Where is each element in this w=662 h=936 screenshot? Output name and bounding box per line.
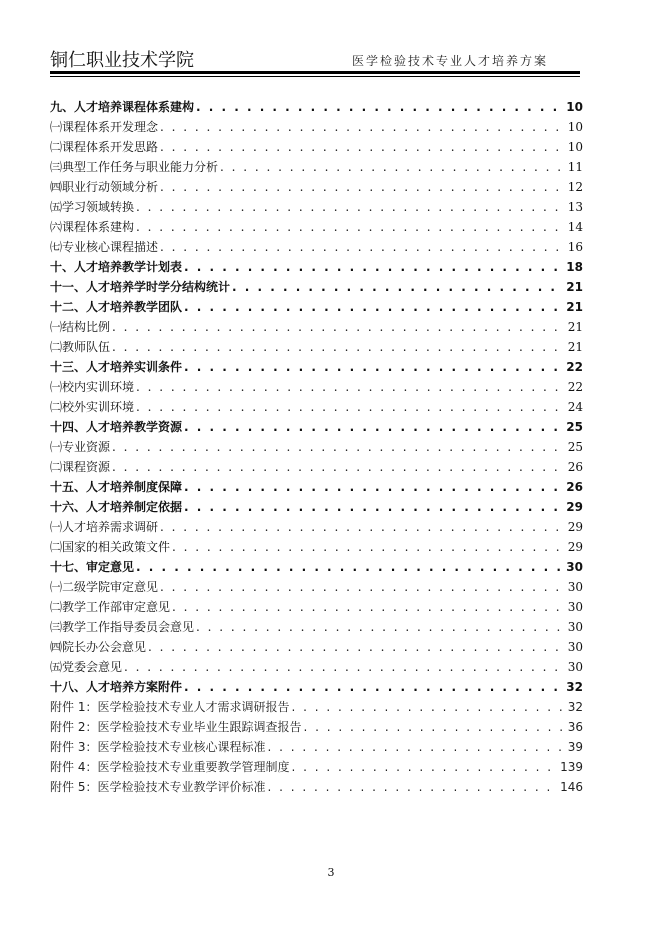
toc-entry-title: ㈥课程体系建构 (50, 220, 135, 234)
document-title: 医学检验技术专业人才培养方案 (351, 54, 548, 68)
toc-entry-page: 26 (566, 480, 583, 494)
toc-entry-title: ㈠课程体系开发理念 (50, 120, 159, 134)
toc-entry-title: 九、人才培养课程体系建构 (50, 100, 195, 114)
toc-entry-page: 30 (567, 640, 583, 654)
dot-leader (220, 157, 566, 177)
toc-entry-page: 146 (560, 780, 583, 794)
toc-entry-title: ㈣职业行动领域分析 (50, 180, 159, 194)
dot-leader (160, 517, 566, 537)
dot-leader (124, 657, 566, 677)
header-rule-thin (50, 76, 580, 77)
toc-entry-title: 十四、人才培养教学资源 (50, 420, 183, 434)
dot-leader (148, 637, 566, 657)
toc-entry[interactable] (50, 437, 583, 457)
toc-entry[interactable] (50, 537, 583, 557)
toc-entry-title: ㈡课程资源 (50, 460, 111, 474)
toc-entry[interactable] (50, 397, 583, 417)
dot-leader (303, 717, 565, 737)
toc-entry-title: 十五、人才培养制度保障 (50, 480, 183, 494)
toc-entry-title: ㈣院长办公会意见 (50, 640, 147, 654)
toc-entry[interactable] (50, 617, 583, 637)
toc-entry-page: 16 (567, 240, 583, 254)
toc-entry[interactable] (50, 137, 583, 157)
toc-entry[interactable] (50, 217, 583, 237)
toc-entry-page: 24 (567, 400, 583, 414)
toc-entry-page: 21 (566, 300, 583, 314)
toc-entry[interactable] (50, 777, 583, 797)
toc-entry-page: 30 (567, 600, 583, 614)
toc-entry-title: 附件 4：医学检验技术专业重要教学管理制度 (50, 760, 290, 774)
toc-entry[interactable] (50, 457, 583, 477)
toc-entry-title: 附件 1：医学检验技术专业人才需求调研报告 (50, 700, 290, 714)
toc-entry-title: 附件 5：医学检验技术专业教学评价标准 (50, 780, 266, 794)
toc-entry-page: 11 (567, 160, 583, 174)
toc-entry-title: 十六、人才培养制定依据 (50, 500, 183, 514)
toc-entry-page: 26 (567, 460, 583, 474)
toc-entry[interactable] (50, 357, 583, 377)
toc-entry[interactable] (50, 237, 583, 257)
dot-leader (160, 177, 566, 197)
dot-leader (112, 457, 566, 477)
toc-entry-page: 29 (566, 500, 583, 514)
toc-entry[interactable] (50, 297, 583, 317)
toc-entry[interactable] (50, 257, 583, 277)
toc-entry[interactable] (50, 657, 583, 677)
toc-entry[interactable] (50, 497, 583, 517)
toc-entry-title: ㈠二级学院审定意见 (50, 580, 159, 594)
toc-entry-page: 13 (567, 200, 583, 214)
toc-entry-title: ㈡校外实训环境 (50, 400, 135, 414)
dot-leader (112, 317, 566, 337)
dot-leader (196, 617, 566, 637)
toc-entry[interactable] (50, 197, 583, 217)
toc-entry-title: ㈠结构比例 (50, 320, 111, 334)
toc-entry[interactable] (50, 417, 583, 437)
toc-entry[interactable] (50, 597, 583, 617)
toc-entry-title: 十八、人才培养方案附件 (50, 680, 183, 694)
toc-entry[interactable] (50, 177, 583, 197)
toc-entry-title: 十二、人才培养教学团队 (50, 300, 183, 314)
dot-leader (136, 377, 566, 397)
toc-entry[interactable] (50, 757, 583, 777)
toc-entry-page: 32 (566, 680, 583, 694)
toc-entry-title: ㈡课程体系开发思路 (50, 140, 159, 154)
toc-entry[interactable] (50, 377, 583, 397)
dot-leader (184, 677, 564, 697)
toc-entry[interactable] (50, 477, 583, 497)
dot-leader (196, 97, 564, 117)
dot-leader (184, 297, 564, 317)
toc-entry-page: 21 (566, 280, 583, 294)
dot-leader (172, 597, 566, 617)
toc-entry[interactable] (50, 277, 583, 297)
toc-entry[interactable] (50, 157, 583, 177)
toc-entry-page: 25 (566, 420, 583, 434)
dot-leader (291, 757, 558, 777)
toc-entry[interactable] (50, 97, 583, 117)
toc-entry[interactable] (50, 637, 583, 657)
dot-leader (291, 697, 565, 717)
toc-entry[interactable] (50, 677, 583, 697)
table-of-contents (50, 97, 583, 797)
toc-entry-title: 十、人才培养教学计划表 (50, 260, 183, 274)
toc-entry-title: ㈤学习领域转换 (50, 200, 135, 214)
dot-leader (267, 777, 558, 797)
toc-entry-page: 22 (566, 360, 583, 374)
toc-entry-title: ㈤党委会意见 (50, 660, 123, 674)
toc-entry[interactable] (50, 717, 583, 737)
dot-leader (112, 437, 566, 457)
toc-entry-page: 21 (567, 340, 583, 354)
toc-entry[interactable] (50, 117, 583, 137)
toc-entry-title: 附件 2：医学检验技术专业毕业生跟踪调查报告 (50, 720, 302, 734)
dot-leader (184, 257, 564, 277)
dot-leader (160, 577, 566, 597)
toc-entry[interactable] (50, 697, 583, 717)
dot-leader (160, 237, 566, 257)
toc-entry-title: ㈠专业资源 (50, 440, 111, 454)
toc-entry-title: 附件 3：医学检验技术专业核心课程标准 (50, 740, 266, 754)
dot-leader (184, 497, 564, 517)
toc-entry-page: 10 (567, 140, 583, 154)
toc-entry-title: 十三、人才培养实训条件 (50, 360, 183, 374)
toc-entry-page: 12 (567, 180, 583, 194)
dot-leader (160, 117, 566, 137)
dot-leader (160, 137, 566, 157)
toc-entry-page: 18 (566, 260, 583, 274)
toc-entry-page: 30 (567, 620, 583, 634)
dot-leader (172, 537, 566, 557)
dot-leader (267, 737, 565, 757)
toc-entry-title: 十一、人才培养学时学分结构统计 (50, 280, 231, 294)
toc-entry-page: 29 (567, 520, 583, 534)
toc-entry-title: 十七、审定意见 (50, 560, 135, 574)
toc-entry-page: 36 (567, 720, 583, 734)
dot-leader (136, 557, 564, 577)
toc-entry-title: ㈦专业核心课程描述 (50, 240, 159, 254)
toc-entry-page: 10 (567, 120, 583, 134)
toc-entry-page: 21 (567, 320, 583, 334)
toc-entry-title: ㈡教学工作部审定意见 (50, 600, 171, 614)
toc-entry-title: ㈢教学工作指导委员会意见 (50, 620, 195, 634)
toc-entry[interactable] (50, 577, 583, 597)
toc-entry-title: ㈢典型工作任务与职业能力分析 (50, 160, 219, 174)
toc-entry-title: ㈡教师队伍 (50, 340, 111, 354)
toc-entry-page: 10 (566, 100, 583, 114)
toc-entry-page: 30 (566, 560, 583, 574)
toc-entry-page: 29 (567, 540, 583, 554)
dot-leader (184, 417, 564, 437)
school-name: 铜仁职业技术学院 (50, 50, 194, 71)
page-number: 3 (327, 866, 335, 879)
toc-entry-title: ㈠校内实训环境 (50, 380, 135, 394)
dot-leader (136, 397, 566, 417)
toc-entry[interactable] (50, 557, 583, 577)
toc-entry-title: ㈡国家的相关政策文件 (50, 540, 171, 554)
dot-leader (184, 477, 564, 497)
toc-entry-page: 25 (567, 440, 583, 454)
toc-entry-page: 22 (567, 380, 583, 394)
toc-entry-title: ㈠人才培养需求调研 (50, 520, 159, 534)
toc-entry-page: 30 (567, 660, 583, 674)
dot-leader (136, 217, 566, 237)
header-rule-thick (50, 71, 580, 74)
toc-entry[interactable] (50, 517, 583, 537)
toc-entry-page: 30 (567, 580, 583, 594)
toc-entry-page: 39 (567, 740, 583, 754)
dot-leader (184, 357, 564, 377)
dot-leader (112, 337, 566, 357)
dot-leader (136, 197, 566, 217)
page-header (50, 46, 580, 72)
toc-entry[interactable] (50, 317, 583, 337)
toc-entry-page: 32 (567, 700, 583, 714)
toc-entry-page: 14 (567, 220, 583, 234)
toc-entry[interactable] (50, 737, 583, 757)
dot-leader (232, 277, 564, 297)
toc-entry[interactable] (50, 337, 583, 357)
toc-entry-page: 139 (560, 760, 583, 774)
